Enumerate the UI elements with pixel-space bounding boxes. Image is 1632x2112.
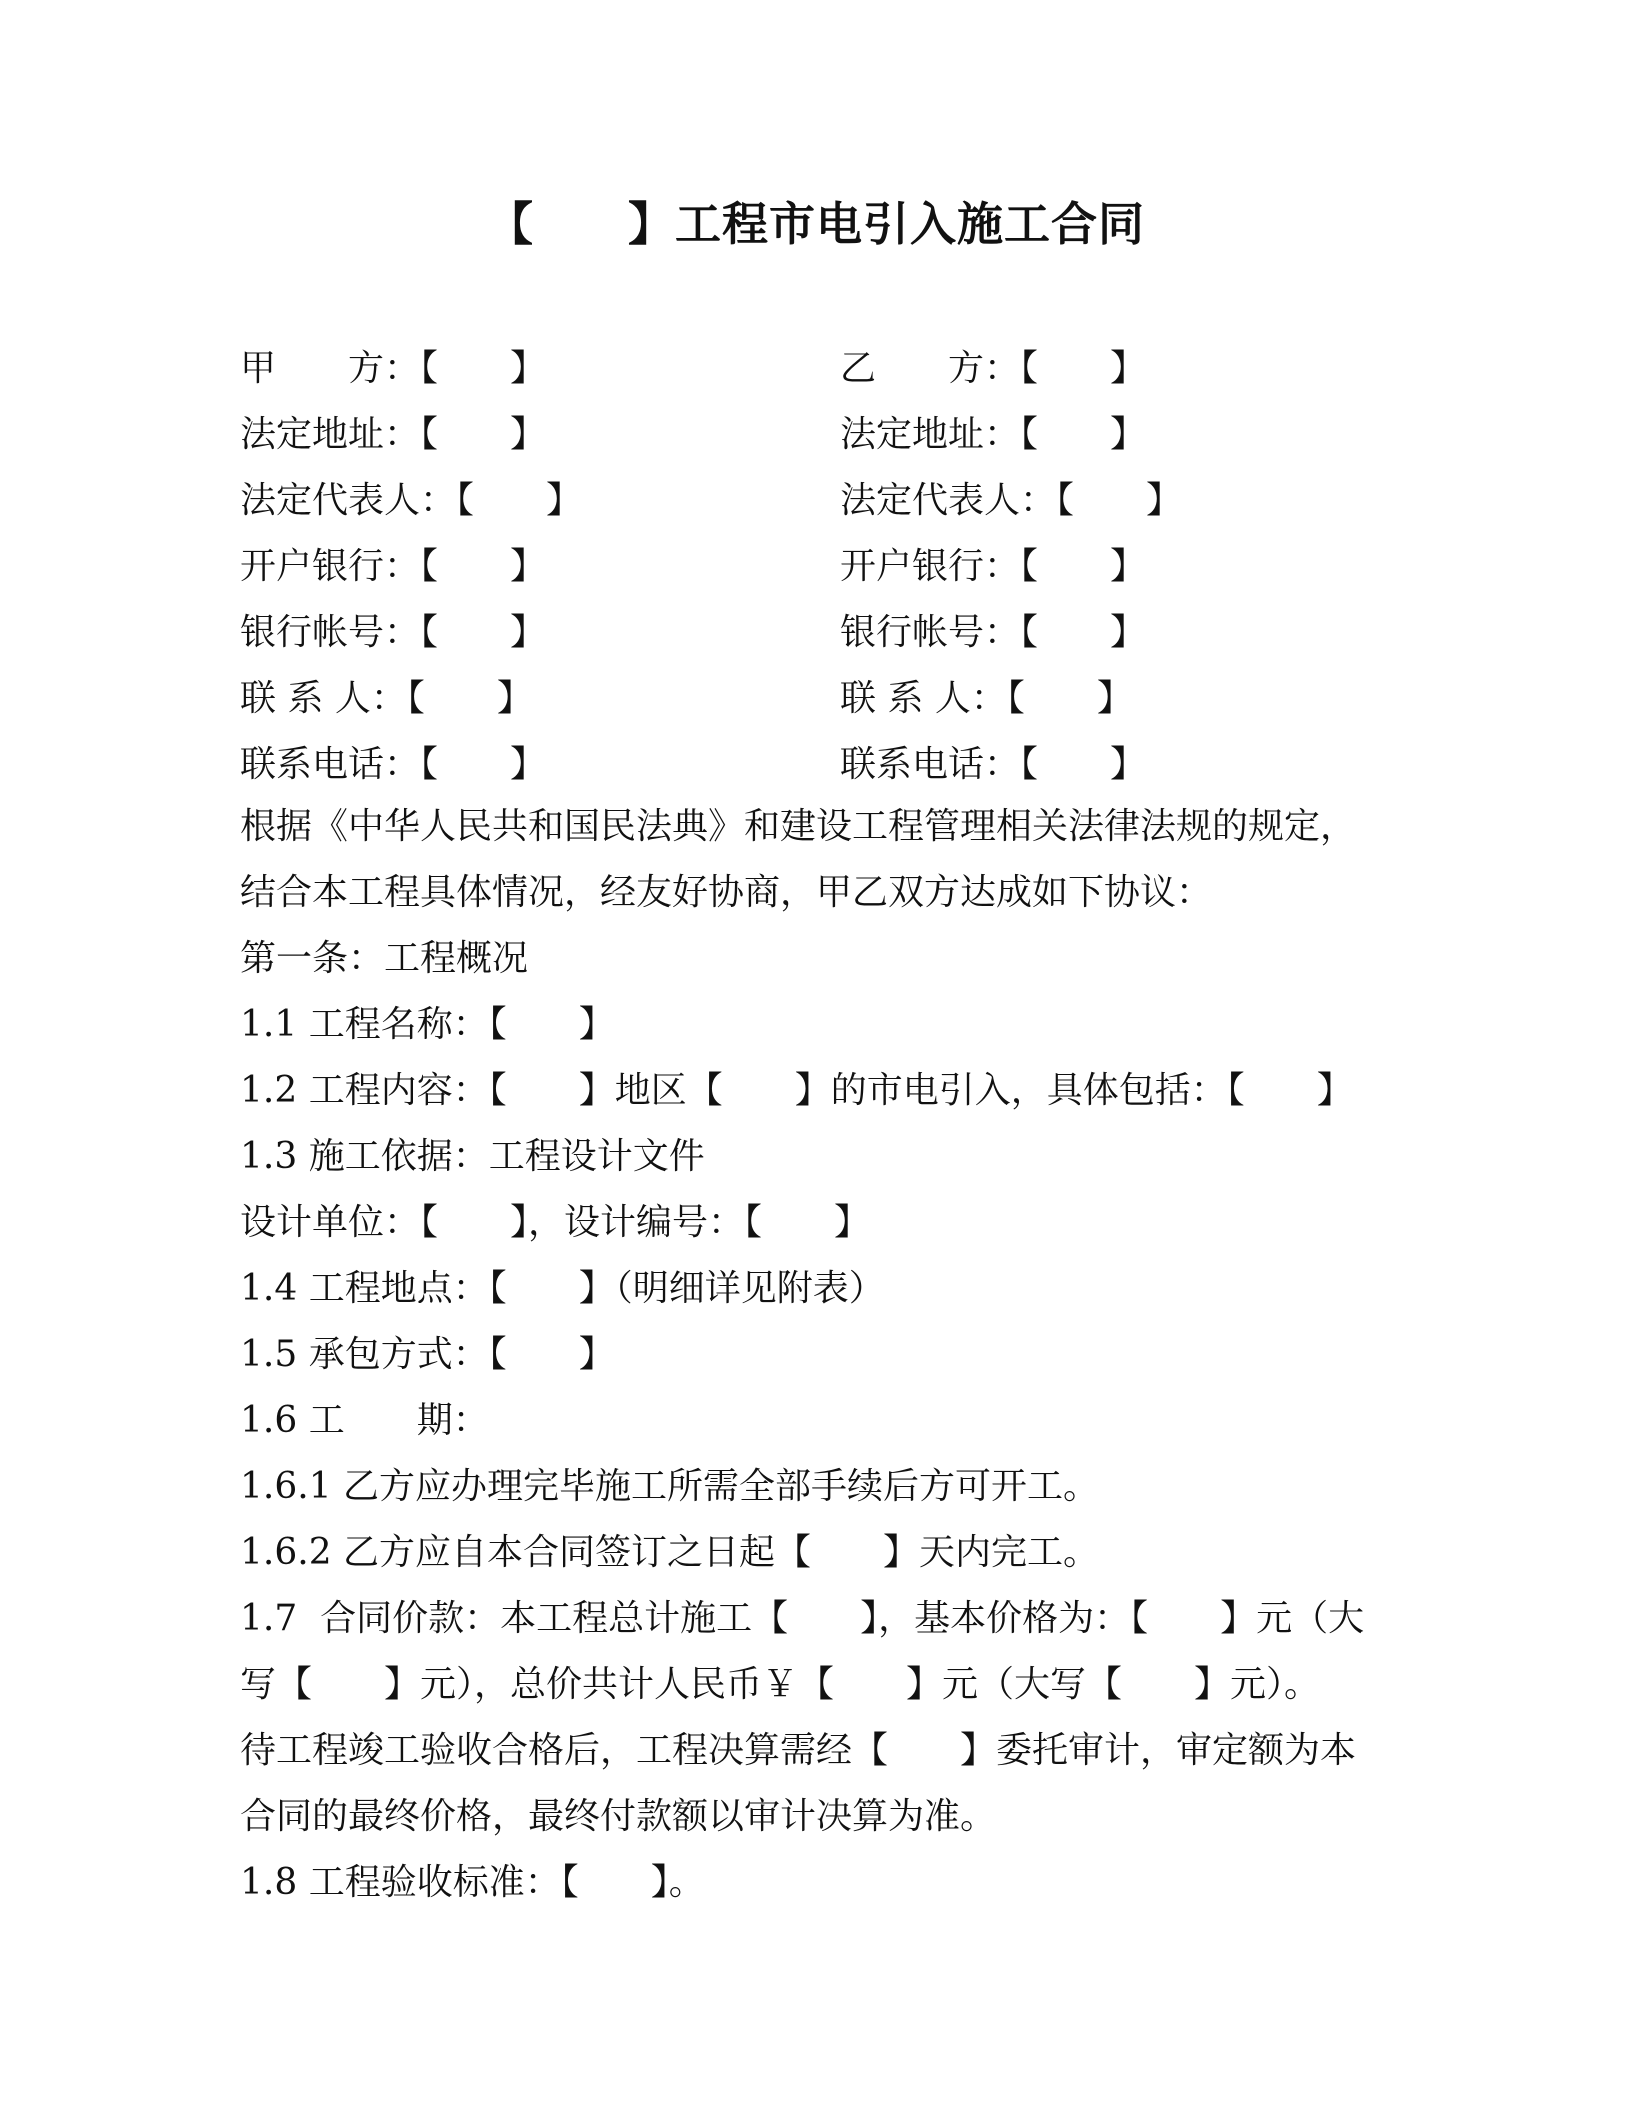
party-row-bank — [240, 534, 1400, 600]
party-b-representative: 法定代表人：【 】 — [840, 480, 1183, 521]
item-1-7-line-1: 1.7 合同价款：本工程总计施工【 】，基本价格为：【 】元（大 — [240, 1598, 1365, 1639]
party-row-representative — [240, 468, 1400, 534]
party-a-name: 甲 方：【 】 — [240, 348, 547, 389]
party-row-name — [240, 336, 1400, 402]
item-1-6-1: 1.6.1 乙方应办理完毕施工所需全部手续后方可开工。 — [240, 1466, 1100, 1507]
page-title: 【 】工程市电引入施工合同 — [487, 197, 1145, 251]
party-row-contact — [240, 666, 1400, 732]
party-b-bank: 开户银行：【 】 — [840, 546, 1147, 587]
item-1-6-2: 1.6.2 乙方应自本合同签订之日起【 】天内完工。 — [240, 1532, 1100, 1573]
item-1-7-line-3: 待工程竣工验收合格后，工程决算需经【 】委托审计，审定额为本 — [240, 1730, 1357, 1771]
party-b-phone: 联系电话：【 】 — [840, 744, 1147, 785]
article-1-heading: 第一条：工程概况 — [240, 938, 529, 979]
party-b-account: 银行帐号：【 】 — [840, 612, 1147, 653]
item-1-2-project-content: 1.2 工程内容：【 】地区【 】的市电引入，具体包括：【 】 — [240, 1070, 1353, 1111]
party-info-block — [240, 336, 1400, 798]
design-unit-line: 设计单位：【 】，设计编号：【 】 — [240, 1202, 871, 1243]
item-1-5-contract-mode: 1.5 承包方式：【 】 — [240, 1334, 615, 1375]
party-a-bank: 开户银行：【 】 — [240, 546, 547, 587]
item-1-7-line-2: 写【 】元），总价共计人民币￥【 】元（大写【 】元）。 — [240, 1664, 1321, 1705]
party-a-address: 法定地址：【 】 — [240, 414, 547, 455]
item-1-1-project-name: 1.1 工程名称：【 】 — [240, 1004, 615, 1045]
party-row-address — [240, 402, 1400, 468]
party-row-account — [240, 600, 1400, 666]
party-b-name: 乙 方：【 】 — [840, 348, 1147, 389]
party-a-phone: 联系电话：【 】 — [240, 744, 547, 785]
party-b-contact: 联 系 人：【 】 — [840, 678, 1133, 719]
party-a-representative: 法定代表人：【 】 — [240, 480, 583, 521]
item-1-6-duration: 1.6 工 期： — [240, 1400, 489, 1441]
intro-line-1: 根据《中华人民共和国民法典》和建设工程管理相关法律法规的规定， — [240, 806, 1357, 847]
contract-body — [240, 794, 1390, 1916]
intro-line-2: 结合本工程具体情况，经友好协商，甲乙双方达成如下协议： — [240, 872, 1213, 913]
party-a-account: 银行帐号：【 】 — [240, 612, 547, 653]
item-1-7-line-4: 合同的最终价格，最终付款额以审计决算为准。 — [240, 1796, 997, 1837]
party-row-phone — [240, 732, 1400, 798]
item-1-8-acceptance-standard: 1.8 工程验收标准：【 】。 — [240, 1862, 705, 1903]
party-b-address: 法定地址：【 】 — [840, 414, 1147, 455]
party-a-contact: 联 系 人：【 】 — [240, 678, 533, 719]
item-1-4-project-location: 1.4 工程地点：【 】（明细详见附表） — [240, 1268, 885, 1309]
item-1-3-construction-basis: 1.3 施工依据：工程设计文件 — [240, 1136, 705, 1177]
